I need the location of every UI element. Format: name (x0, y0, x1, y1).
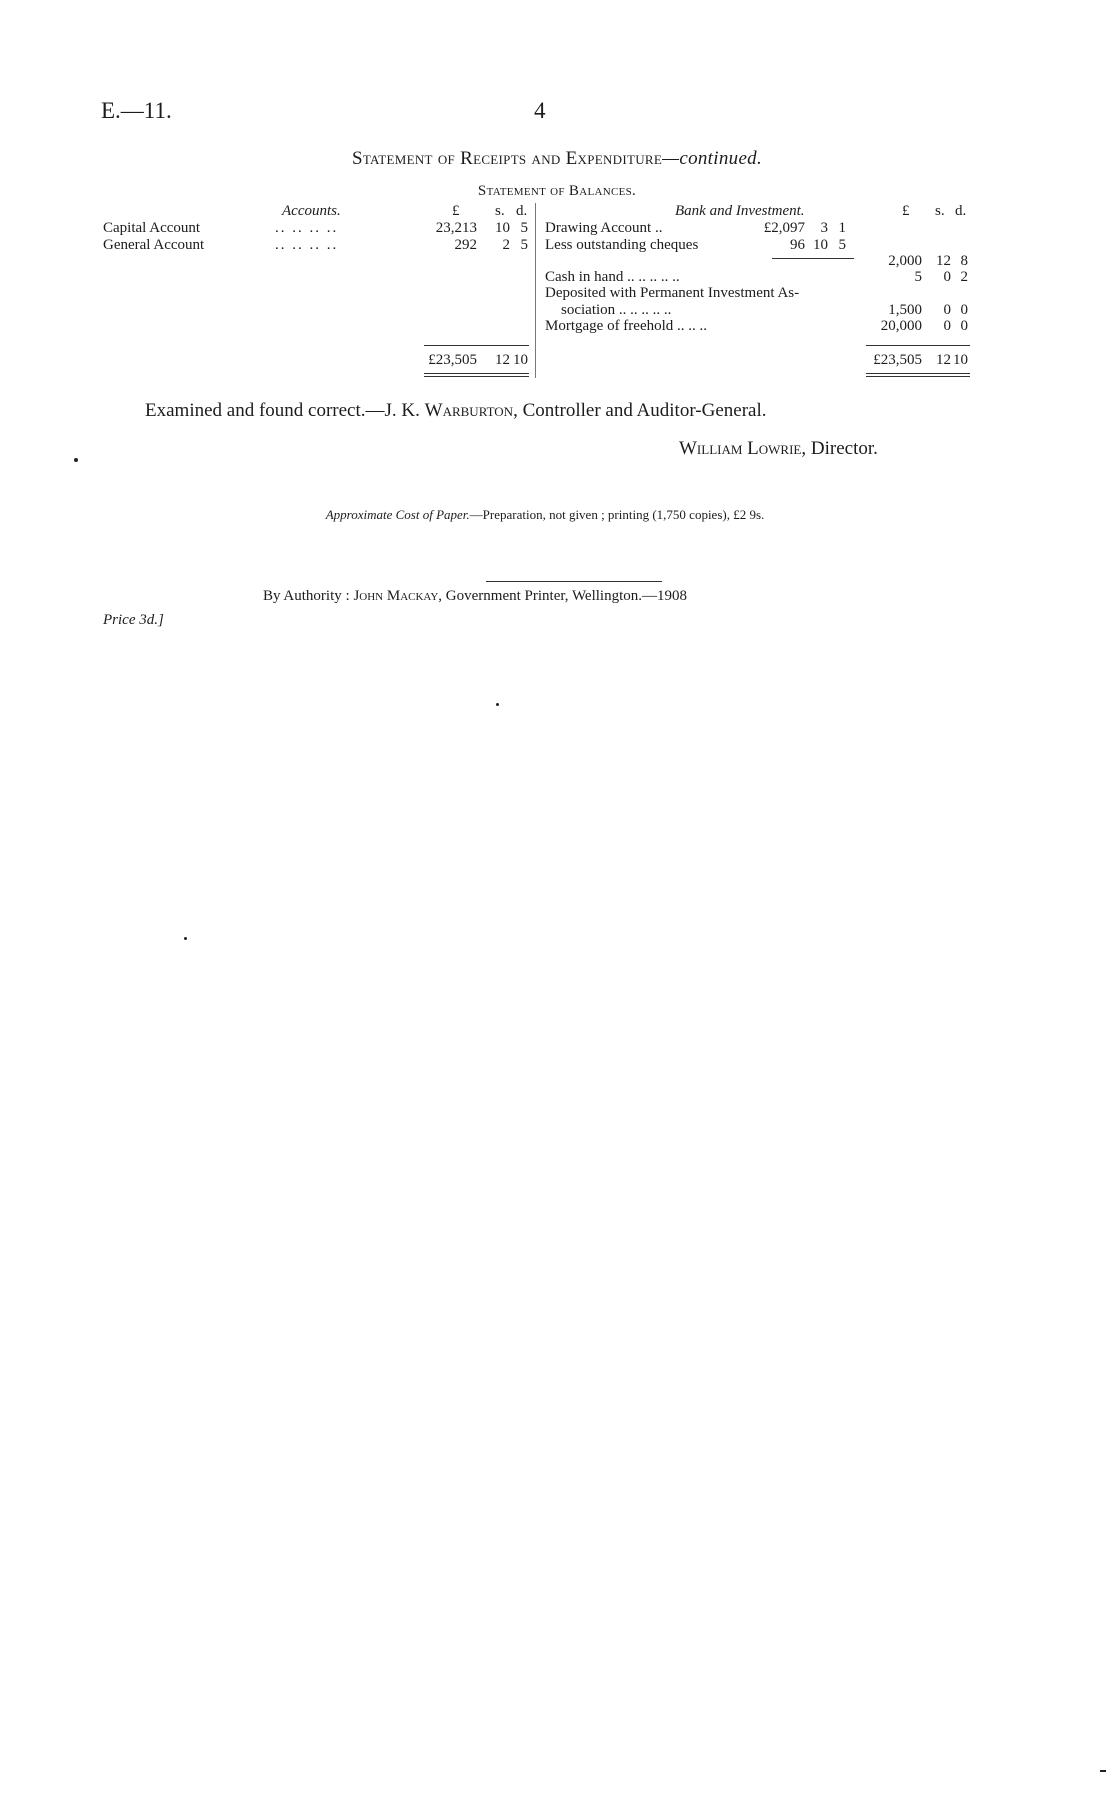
net-drawing-shillings: 12 (936, 253, 951, 269)
outstanding-cheques-amount: 96 (790, 237, 805, 253)
statement-title (0, 148, 1114, 170)
drawing-account-pence: 1 (838, 220, 846, 236)
left-total-pounds: £23,505 (428, 352, 477, 368)
director-title: , Director. (801, 438, 878, 459)
cash-in-hand-label: Cash in hand .. .. .. .. .. (545, 269, 680, 285)
left-total-rule-top (424, 345, 529, 346)
drawing-account-label: Drawing Account .. (545, 220, 663, 236)
left-total-rule-double-1 (424, 373, 529, 374)
right-pence-header: d. (955, 203, 967, 219)
outstanding-cheques-shillings: 10 (813, 237, 828, 253)
auditor-name: Warburton (424, 400, 514, 421)
scan-speck (184, 937, 187, 940)
scan-speck (74, 458, 78, 462)
net-drawing-pounds: 2,000 (888, 253, 922, 269)
document-code: E.—11. (101, 98, 172, 123)
table-divider (535, 203, 536, 378)
deposited-label-line1: Deposited with Permanent Investment As- (545, 285, 800, 301)
right-total-rule-top (866, 345, 970, 346)
right-shillings-header: s. (935, 203, 945, 219)
right-total-pounds: £23,505 (873, 352, 922, 368)
cost-of-paper-note (0, 507, 1090, 523)
outstanding-cheques-pence: 5 (838, 237, 846, 253)
capital-account-shillings: 10 (495, 220, 510, 236)
left-pence-header: d. (516, 203, 528, 219)
net-drawing-pence: 8 (960, 253, 968, 269)
authority-rule (486, 581, 662, 582)
left-total-rule-double-2 (424, 376, 529, 377)
page-number: 4 (534, 98, 546, 123)
general-account-pence: 5 (520, 237, 528, 253)
general-account-dots: .. .. .. .. (275, 237, 339, 253)
statement-title-continued: —continued. (662, 148, 763, 169)
statement-title-text: Statement of Receipts and Expenditure (351, 148, 663, 169)
outstanding-cheques-label: Less outstanding cheques (545, 237, 699, 253)
deposited-label-line2: sociation .. .. .. .. .. (561, 302, 672, 318)
authority-prefix: By Authority : (263, 588, 354, 604)
balances-subtitle: Statement of Balances. (477, 183, 637, 199)
director-name: William Lowrie (679, 438, 802, 459)
cost-label: Approximate Cost of Paper. (325, 507, 470, 522)
right-total-rule-double-1 (866, 373, 970, 374)
mortgage-label: Mortgage of freehold .. .. .. (545, 318, 708, 334)
mortgage-pence: 0 (960, 318, 968, 334)
capital-account-dots: .. .. .. .. (275, 220, 339, 236)
price-note: Price 3d.] (103, 612, 164, 628)
right-total-pence: 10 (953, 352, 968, 368)
cost-text: —Preparation, not given ; printing (1,750 copies), £2 9s. (469, 507, 765, 522)
bank-investment-header: Bank and Investment. (675, 203, 805, 219)
scan-speck (1100, 1770, 1106, 1772)
capital-account-pounds: 23,213 (435, 220, 477, 236)
drawing-account-amount: £2,097 (763, 220, 805, 236)
mortgage-shillings: 0 (943, 318, 951, 334)
capital-account-pence: 5 (520, 220, 528, 236)
accounts-column-header: Accounts. (282, 203, 341, 219)
right-pounds-header: £ (902, 203, 910, 219)
general-account-label: General Account (103, 237, 205, 253)
general-account-shillings: 2 (502, 237, 510, 253)
printer-authority (263, 588, 687, 605)
left-shillings-header: s. (495, 203, 505, 219)
deposited-shillings: 0 (943, 302, 951, 318)
mortgage-pounds: 20,000 (880, 318, 922, 334)
examined-statement (145, 400, 767, 422)
authority-suffix: , Government Printer, Wellington.—1908 (438, 588, 688, 604)
capital-account-label: Capital Account (103, 220, 201, 236)
examined-prefix: Examined and found correct.—J. K. (145, 400, 425, 421)
right-total-rule-double-2 (866, 376, 970, 377)
general-account-pounds: 292 (454, 237, 477, 253)
deposited-pence: 0 (960, 302, 968, 318)
cash-in-hand-shillings: 0 (943, 269, 951, 285)
left-total-pence: 10 (513, 352, 528, 368)
drawing-account-shillings: 3 (820, 220, 828, 236)
director-signatory (679, 438, 878, 460)
cash-in-hand-pence: 2 (960, 269, 968, 285)
cash-in-hand-pounds: 5 (914, 269, 922, 285)
deposited-pounds: 1,500 (888, 302, 922, 318)
left-total-shillings: 12 (495, 352, 510, 368)
scan-speck (496, 703, 499, 706)
examined-suffix: , Controller and Auditor-General. (513, 400, 767, 421)
left-pounds-header: £ (452, 203, 460, 219)
printer-name: John Mackay (353, 588, 439, 604)
right-total-shillings: 12 (936, 352, 951, 368)
